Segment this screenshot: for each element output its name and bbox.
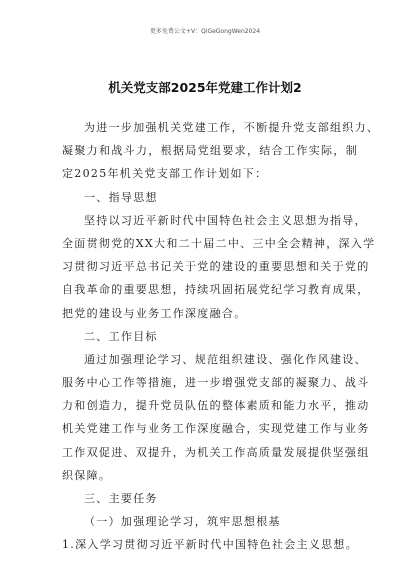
intro-line: 定2025年机关党支部工作计划如下：	[62, 167, 268, 181]
paragraph-line: 机关党建工作与业务工作深度融合，实现党建工作与业务	[62, 422, 370, 436]
paragraph-line: 工作双促进、双提升，为机关工作高质量发展提供坚强组	[62, 445, 370, 459]
subsection-heading: （一）加强理论学习，筑牢思想根基	[84, 515, 281, 529]
document-title: 机关党支部2025年党建工作计划2	[108, 80, 302, 95]
paragraph-line: 织保障。	[62, 468, 112, 482]
paragraph-line: 服务中心工作等措施，进一步增强党支部的凝聚力、战斗	[62, 376, 370, 390]
paragraph-line: 自我革命的重要思想，持续巩固拓展党纪学习教育成果，	[62, 283, 370, 297]
section-heading-main-tasks: 三、主要任务	[84, 492, 158, 505]
document-body	[62, 116, 380, 557]
list-item: 1.深入学习贯彻习近平新时代中国特色社会主义思想。	[62, 538, 358, 552]
intro-line: 为进一步加强机关党建工作，不断提升党支部组织力、	[84, 121, 380, 134]
paragraph-line: 坚持以习近平新时代中国特色社会主义思想为指导，	[84, 213, 367, 227]
intro-line: 凝聚力和战斗力，根据局党组要求，结合工作实际，制	[62, 144, 358, 158]
paragraph-line: 通过加强理论学习、规范组织建设、强化作风建设、	[84, 352, 367, 366]
paragraph-line: 力和创造力，提升党员队伍的整体素质和能力水平，推动	[62, 399, 370, 413]
paragraph-line: 把党的建设与业务工作深度融合。	[62, 306, 247, 320]
paragraph-line: 习贯彻习近平总书记关于党的建设的重要思想和关于党的	[62, 260, 370, 274]
watermark-text: 更多免费公文+Ⅴ：QiGeGongWen2024	[149, 28, 261, 35]
section-heading-guiding-thought: 一、指导思想	[84, 190, 158, 204]
section-heading-work-goals: 二、工作目标	[84, 329, 158, 343]
paragraph-line: 全面贯彻党的XX大和二十届二中、三中全会精神，深入学	[62, 236, 376, 250]
